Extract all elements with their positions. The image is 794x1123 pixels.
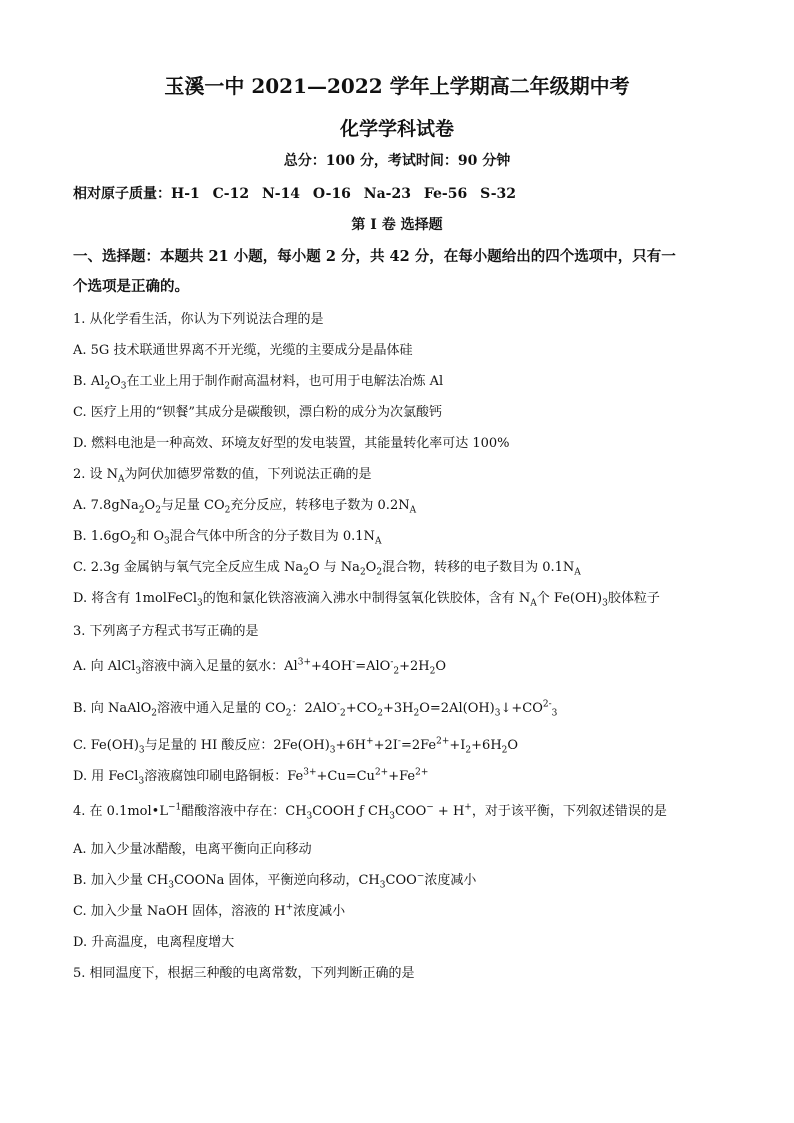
q2-stem: 2. 设 $N_A$为阿伏加德罗常数的值，下列说法正确的是 <box>73 467 372 485</box>
q3-option-d: D. 用 FeCl$_3$溶液腐蚀印刷电路铜板：$Fe^{3+}+Cu=Cu^{2+}+Fe^{2+}$ <box>73 767 429 787</box>
exam-title: 玉溪一中 2021—2022 学年上学期高二年级期中考 <box>164 74 630 98</box>
q1-option-d: D. 燃料电池是一种高效、环境友好型的发电装置，其能量转化率可达 100% <box>73 436 510 451</box>
q3-option-b: B. 向 NaAlO$_2$溶液中通入足量的 $CO_2$：$2AlO^-_2+CO_2+3H_2O=2Al(OH)_3↓+CO^{2-}_3$ <box>73 699 558 719</box>
q2-option-c: C. 2.3g 金属钠与氧气完全反应生成 $Na_2O$ 与 $Na_2O_2$混合物，转移的电子数目为 $0.1N_A$ <box>73 560 581 578</box>
section-instruction-line1: 一、选择题：本题共 21 小题，每小题 2 分，共 42 分，在每小题给出的四个选项中，只有一 <box>73 248 676 265</box>
q3-stem: 3. 下列离子方程式书写正确的是 <box>73 624 259 639</box>
q1-stem: 1. 从化学看生活，你认为下列说法合理的是 <box>73 312 324 327</box>
q4-option-c: C. 加入少量 NaOH 固体，溶液的 H+浓度减小 <box>73 902 346 919</box>
score-time: 总分：100 分，考试时间：90 分钟 <box>283 153 511 169</box>
q3-option-a: A. 向 AlCl$_3$溶液中滴入足量的氨水：$Al^{3+}+4OH^-=AlO^-_2+2H_2O$ <box>73 657 447 677</box>
q2-option-d: D. 将含有 1molFeCl$_3$的饱和氯化铁溶液滴入沸水中制得氢氧化铁胶体，含有 $N_A$个 $Fe(OH)_3$胶体粒子 <box>73 591 660 609</box>
q4-option-b: B. 加入少量 $CH_3COONa$ 固体，平衡逆向移动，$CH_3COO^-$浓度减小 <box>73 871 477 891</box>
exam-subtitle: 化学学科试卷 <box>339 118 454 140</box>
q2-option-a: A. $7.8gNa_2O_2$与足量 $CO_2$充分反应，转移电子数为 $0.2N_A$ <box>73 498 417 516</box>
volume-heading: 第 I 卷 选择题 <box>351 217 443 233</box>
q1-option-b: B. $Al_2O_3$在工业上用于制作耐高温材料，也可用于电解法冶炼 Al <box>73 374 444 392</box>
q1-option-a: A. 5G 技术联通世界离不开光缆，光缆的主要成分是晶体硅 <box>73 343 413 358</box>
q4-stem: 4. 在 $0.1mol•L^{-1}$醋酸溶液中存在：$CH_3COOH$ ƒ $CH_3COO^- + H^+$，对于该平衡，下列叙述错误的是 <box>73 802 667 822</box>
atomic-mass: 相对原子质量：H-1 C-12 N-14 O-16 Na-23 Fe-56 S-32 <box>73 186 517 202</box>
q5-stem: 5. 相同温度下，根据三种酸的电离常数，下列判断正确的是 <box>73 966 415 981</box>
q3-option-c: C. $Fe(OH)_3$与足量的 HI 酸反应：$2Fe(OH)_3+6H^++2I^-=2Fe^{2+}+I_2+6H_2O$ <box>73 736 519 756</box>
q4-option-d: D. 升高温度，电离程度增大 <box>73 935 235 950</box>
q1-option-c: C. 医疗上用的“钡餐”其成分是碳酸钡，漂白粉的成分为次氯酸钙 <box>73 405 443 420</box>
section-instruction-line2: 个选项是正确的。 <box>73 278 189 295</box>
q2-option-b: B. $1.6gO_2$和 $O_3$混合气体中所含的分子数目为 $0.1N_A$ <box>73 529 382 547</box>
q4-option-a: A. 加入少量冰醋酸，电离平衡向正向移动 <box>73 842 312 857</box>
